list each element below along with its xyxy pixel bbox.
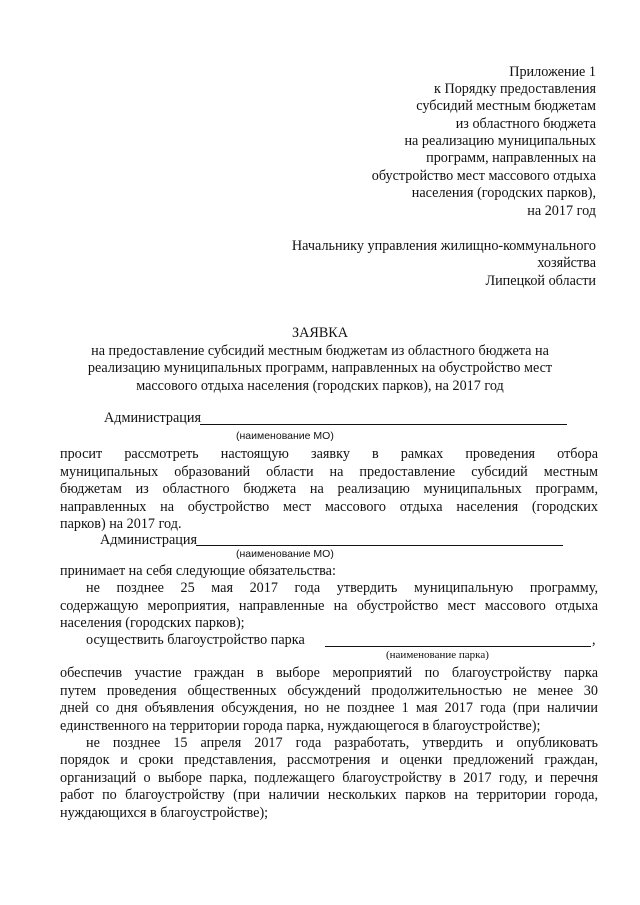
obligation-line: нуждающихся в благоустройстве); xyxy=(60,805,269,821)
appendix-line: обустройство мест массового отдыха xyxy=(371,168,596,184)
title-description-line: реализацию муниципальных программ, направленных на обустройство мест xyxy=(87,360,553,376)
park-label: осуществить благоустройство парка xyxy=(86,632,305,648)
obligations-intro: принимает на себя следующие обязательства: xyxy=(60,563,336,579)
park-name-hint: (наименование парка) xyxy=(386,649,489,661)
request-line: просит рассмотреть настоящую заявку в рамках проведения отбора xyxy=(60,446,598,462)
request-line: направленных на обустройство мест массового отдыха населения (городских xyxy=(60,499,598,515)
appendix-line: к Порядку предоставления xyxy=(434,81,596,97)
obligation-line: населения (городских парков); xyxy=(60,615,245,631)
obligation-line: путем проведения общественных обсуждений продолжительностью не менее 30 xyxy=(60,683,598,699)
request-line: парков) на 2017 год. xyxy=(60,516,182,532)
admin-name-hint: (наименование МО) xyxy=(236,430,334,442)
obligation-line: обеспечив участие граждан в выборе мероприятий по благоустройству парка xyxy=(60,665,598,681)
park-name-field[interactable] xyxy=(325,646,591,647)
addressee-line: Липецкой области xyxy=(485,273,596,289)
appendix-line: субсидий местным бюджетам xyxy=(416,98,596,114)
document-title: ЗАЯВКА xyxy=(292,325,348,341)
title-description-line: массового отдыха населения (городских парков), на 2017 год xyxy=(136,378,504,394)
admin-name-field[interactable] xyxy=(196,545,563,546)
admin-name-field[interactable] xyxy=(200,424,567,425)
obligation-line: организаций о выборе парка, подлежащего благоустройству в 2017 году, и перечня xyxy=(60,770,598,786)
obligation-line: дней со дня объявления обсуждения, но не позднее 1 мая 2017 года (при наличии xyxy=(60,700,598,716)
obligation-line: работ по благоустройству (при наличии нескольких парков на территории города, xyxy=(60,787,598,803)
appendix-line: Приложение 1 xyxy=(509,64,596,80)
appendix-line: населения (городских парков), xyxy=(411,185,596,201)
appendix-line: из областного бюджета xyxy=(455,116,596,132)
admin-label: Администрация xyxy=(100,532,197,548)
obligation-line: порядок и сроки представления, рассмотрения и оценки предложений граждан, xyxy=(60,752,598,768)
appendix-line: на 2017 год xyxy=(527,203,596,219)
title-description-line: на предоставление субсидий местным бюджетам из областного бюджета на xyxy=(91,343,549,359)
park-comma: , xyxy=(592,632,596,648)
admin-name-hint: (наименование МО) xyxy=(236,548,334,560)
obligation-line: содержащую мероприятия, направленные на обустройство мест массового отдыха xyxy=(60,598,598,614)
request-line: бюджетам из областного бюджета на реализацию муниципальных программ, xyxy=(60,481,598,497)
obligation-line: единственного на территории города парка, нуждающегося в благоустройстве); xyxy=(60,718,541,734)
request-line: муниципальных образований области на предоставление субсидий местным xyxy=(60,464,598,480)
appendix-line: программ, направленных на xyxy=(426,150,596,166)
admin-label: Администрация xyxy=(104,410,201,426)
addressee-line: хозяйства xyxy=(537,255,596,271)
addressee-line: Начальнику управления жилищно-коммунального xyxy=(291,238,596,254)
obligation-line: не позднее 25 мая 2017 года утвердить муниципальную программу, xyxy=(86,580,598,596)
obligation-line: не позднее 15 апреля 2017 года разработать, утвердить и опубликовать xyxy=(86,735,598,751)
appendix-line: на реализацию муниципальных xyxy=(404,133,596,149)
